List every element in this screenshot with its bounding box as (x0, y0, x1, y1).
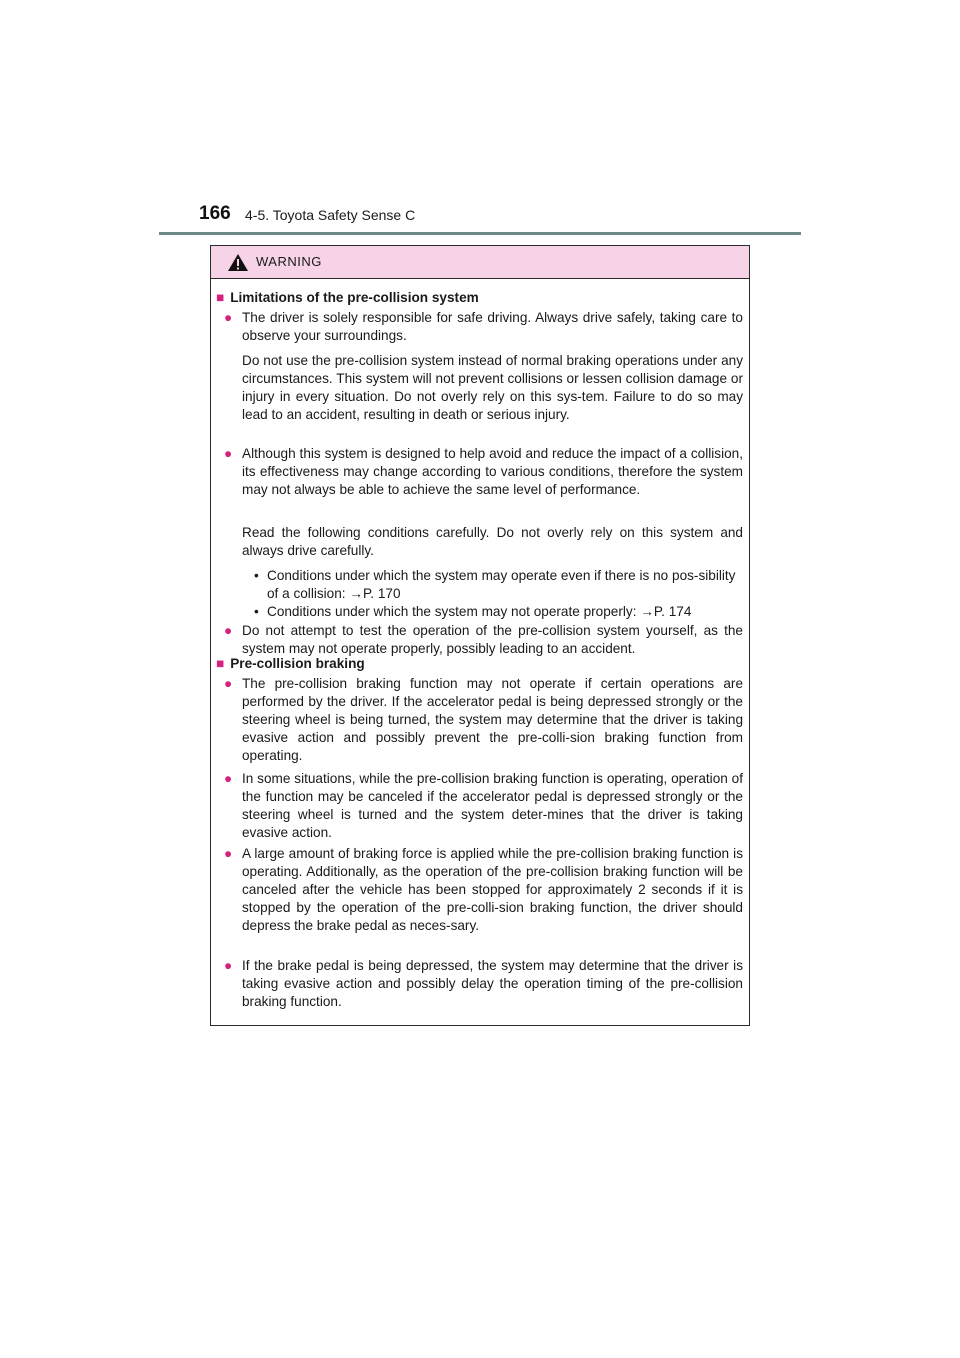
list-item (224, 845, 743, 935)
header-divider (159, 232, 801, 235)
bullet-dot-icon: ● (224, 310, 233, 325)
warning-box (210, 245, 750, 1026)
sub-bullet: • (254, 604, 259, 619)
sub-bullet: • (254, 568, 259, 583)
list-item (224, 622, 743, 658)
section-heading (216, 289, 479, 307)
bullet-dot-icon: ● (224, 958, 233, 973)
list-item (224, 675, 743, 765)
section-title: 4-5. Toyota Safety Sense C (245, 207, 416, 223)
paragraph: Do not use the pre-collision system instead of normal braking operations under any circumstances. This system will not prevent collisions or lessen collision damage or injury in every situation. Do not overly rely on this sys-tem. Failure to do so may lead to an accident, resulting in death or serious injury. (242, 353, 743, 422)
page-header (0, 0, 960, 240)
list-item (224, 957, 743, 1011)
bullet-dot-icon: ● (224, 623, 233, 638)
sub-list-item (254, 603, 749, 621)
square-bullet-icon: ■ (216, 290, 225, 305)
list-item-text: A large amount of braking force is applied while the pre-collision braking function is operating. Additionally, as the operation of the pre-collision braking function will be canceled after the vehicle has been stopped for approximately 2 seconds if it is stopped by the operation of the pre-colli-sion braking function, the driver should depress the brake pedal as neces-sary. (242, 846, 743, 933)
bullet-dot-icon: ● (224, 846, 233, 861)
list-item-text: Although this system is designed to help avoid and reduce the impact of a collision, its effectiveness may change according to various conditions, therefore the system may not always be able to achieve the same level of performance. (242, 446, 743, 497)
sub-list-item (254, 567, 749, 603)
list-item-text: If the brake pedal is being depressed, the system may determine that the driver is taking evasive action and possibly delay the operation timing of the pre-collision braking function. (242, 958, 743, 1009)
list-item-text: In some situations, while the pre-collision braking function is operating, operation of the function may be canceled if the accelerator pedal is depressed strongly or the steering wheel is turned and the system deter-mines that the driver is taking evasive action. (242, 771, 743, 840)
paragraph: Read the following conditions carefully. Do not overly rely on this system and always drive carefully. (242, 525, 743, 558)
heading-text: Limitations of the pre-collision system (230, 290, 479, 305)
sub-list-item-text: Conditions under which the system may operate even if there is no pos-sibility of a collision: →P. 170 (267, 568, 736, 601)
warning-triangle-icon (227, 253, 249, 272)
warning-header (211, 246, 749, 279)
sub-list-item-text: Conditions under which the system may not operate properly: →P. 174 (267, 604, 692, 619)
square-bullet-icon: ■ (216, 656, 225, 671)
heading-text: Pre-collision braking (230, 656, 365, 671)
list-item-text: Do not attempt to test the operation of the pre-collision system yourself, as the system may not operate properly, possibly leading to an accident. (242, 623, 743, 656)
bullet-dot-icon: ● (224, 446, 233, 461)
list-item (224, 445, 743, 499)
section-heading (216, 655, 365, 673)
list-item (224, 770, 743, 842)
warning-label: WARNING (256, 254, 322, 269)
list-item-text: The driver is solely responsible for safe driving. Always drive safely, taking care to observe your surroundings. (242, 310, 743, 343)
list-item-text: The pre-collision braking function may not operate if certain operations are performed by the driver. If the accelerator pedal is being depressed strongly or the steering wheel is being turned, the system may determine that the driver is taking evasive action and possibly prevent the pre-colli-sion braking function from operating. (242, 676, 743, 763)
list-item (224, 309, 743, 345)
bullet-dot-icon: ● (224, 771, 233, 786)
bullet-dot-icon: ● (224, 676, 233, 691)
page-number: 166 (199, 203, 231, 224)
